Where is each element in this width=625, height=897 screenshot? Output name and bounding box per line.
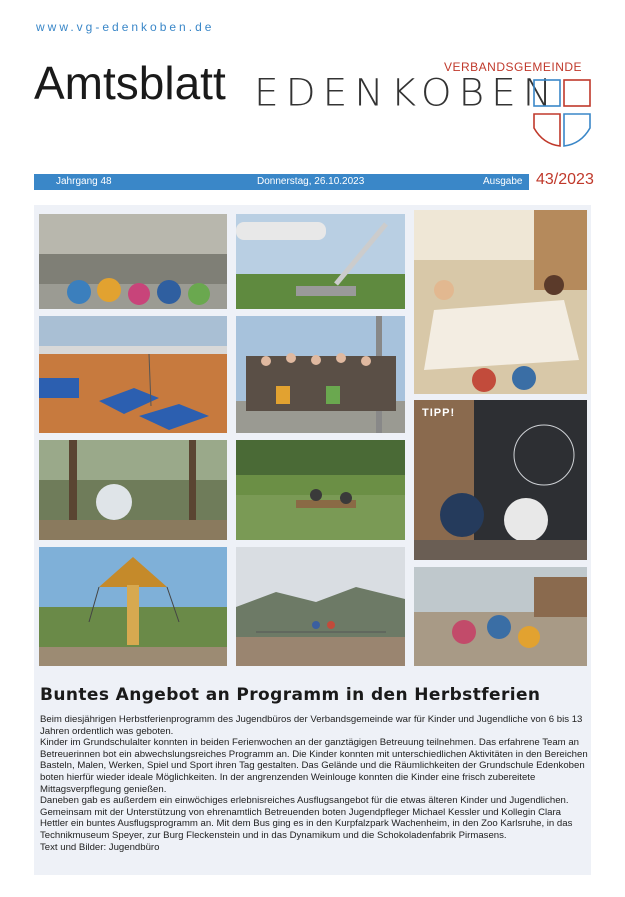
photo-zoo-visit (39, 214, 227, 309)
article-paragraph: Beim diesjährigen Herbstferienprogramm des Jugendbüros der Verbandsgemeinde war für Kinder und Jugendliche von 6 bis 13 Jahren ordentlich was geboten. (40, 714, 583, 737)
photo-group-picture (236, 316, 405, 433)
volume-label: Jahrgang 48 (56, 176, 112, 187)
coat-of-arms-icon (533, 78, 593, 155)
photo-crafting-table (414, 210, 587, 394)
photo-gym-hall (39, 316, 227, 433)
photo-technikmuseum (236, 214, 405, 309)
photo-dynamikum-exhibit (414, 400, 587, 560)
article-headline: Buntes Angebot an Programm in den Herbstferien (40, 685, 541, 705)
tipp-sign: TIPP! (422, 407, 456, 419)
article-body (40, 714, 588, 853)
edition-label: Ausgabe (483, 176, 523, 187)
photo-playground-group (414, 567, 587, 666)
brand-subtitle: VERBANDSGEMEINDE (444, 60, 583, 74)
article-paragraph: Kinder im Grundschulalter konnten in beiden Ferienwochen an der ganztägigen Betreuung teilnehmen. Das erfahrene Team an Betreuerinnen bot ein abwechslungsreiches Programm an. Die Kinder konnten mit unterschiedlichen Aktivitäten in den Bereichen Basteln, Malen, Werken, Spiel und Sport ihren Tag gestalten. Das Gelände und die Räumlichkeiten der Grundschule Edenkoben boten hierfür wieder ideale Möglichkeiten. In der angrenzenden Weinlouge konnten die Kinder eine frisch zubereitete Mittagsverpflegung genießen. (40, 737, 588, 795)
masthead-title: Amtsblatt (34, 57, 226, 109)
website-url[interactable]: www.vg-edenkoben.de (36, 20, 215, 34)
brand-name: EDENKOBEN (254, 72, 559, 115)
photo-forest-ropes (39, 440, 227, 540)
photo-castle-viewpoint (236, 547, 405, 666)
issue-date: Donnerstag, 26.10.2023 (257, 176, 365, 187)
issue-number: 43/2023 (536, 171, 594, 188)
photo-outdoor-break (236, 440, 405, 540)
photo-chain-carousel (39, 547, 227, 666)
article-paragraph: Daneben gab es außerdem ein einwöchiges erlebnisreiches Ausflugsangebot für die etwas älteren Kinder und Jugendlichen. Gemeinsam mit der Unterstützung von ehrenamtlich Betreuenden boten Jugendpfleger Michael Kessler und Kollegin Clara Hettler ein buntes Ausflugsprogramm an. Mit dem Bus ging es in den Kurpfalzpark Wachenheim, in den Zoo Karlsruhe, in das Technikmuseum Speyer, zur Burg Fleckenstein und in das Dynamikum und die Schokoladenfabrik Pirmasens. (40, 795, 573, 841)
article-credit: Text und Bilder: Jugendbüro (40, 841, 160, 853)
issue-info-bar (34, 174, 529, 190)
